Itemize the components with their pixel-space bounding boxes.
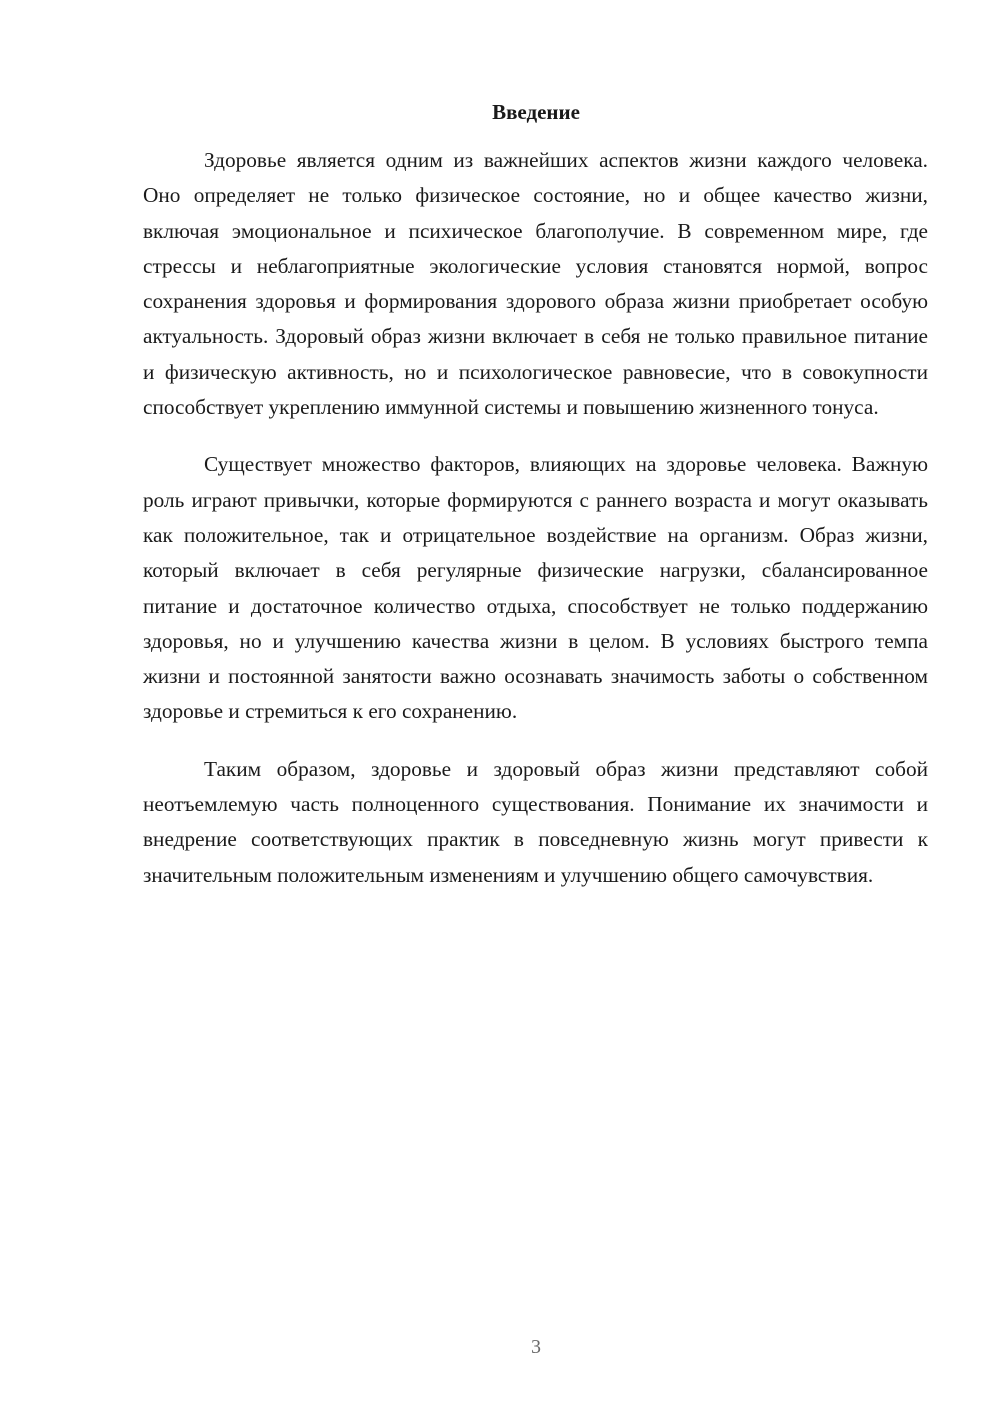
paragraph-3: Таким образом, здоровье и здоровый образ жизни представляют собой неотъемлемую часть полноценного существования. Понимание их значимости и внедрение соответствующих практик в повседневную жизнь могут привести к значительным положительным изменениям и улучшению общего самочувствия. [143,756,928,887]
body-text [143,143,928,893]
section-heading: Введение [492,100,580,124]
page-number: 3 [531,1336,541,1358]
paragraph-2: Существует множество факторов, влияющих на здоровье человека. Важную роль играют привычки, которые формируются с раннего возраста и могут оказывать как положительное, так и отрицательное воздействие на организм. Образ жизни, который включает в себя регулярные физические нагрузки, сбалансированное питание и достаточное количество отдыха, способствует не только поддержанию здоровья, но и улучшению качества жизни в целом. В условиях быстрого темпа жизни и постоянной занятости важно осознавать значимость заботы о собственном здоровье и стремиться к его сохранению. [143,452,928,724]
paragraph-1: Здоровье является одним из важнейших аспектов жизни каждого человека. Оно определяет не только физическое состояние, но и общее качество жизни, включая эмоциональное и психическое благополучие. В современном мире, где стрессы и неблагоприятные экологические условия становятся нормой, вопрос сохранения здоровья и формирования здорового образа жизни приобретает особую актуальность. Здоровый образ жизни включает в себя не только правильное питание и физическую активность, но и психологическое равновесие, что в совокупности способствует укреплению иммунной системы и повышению жизненного тонуса. [143,148,928,420]
